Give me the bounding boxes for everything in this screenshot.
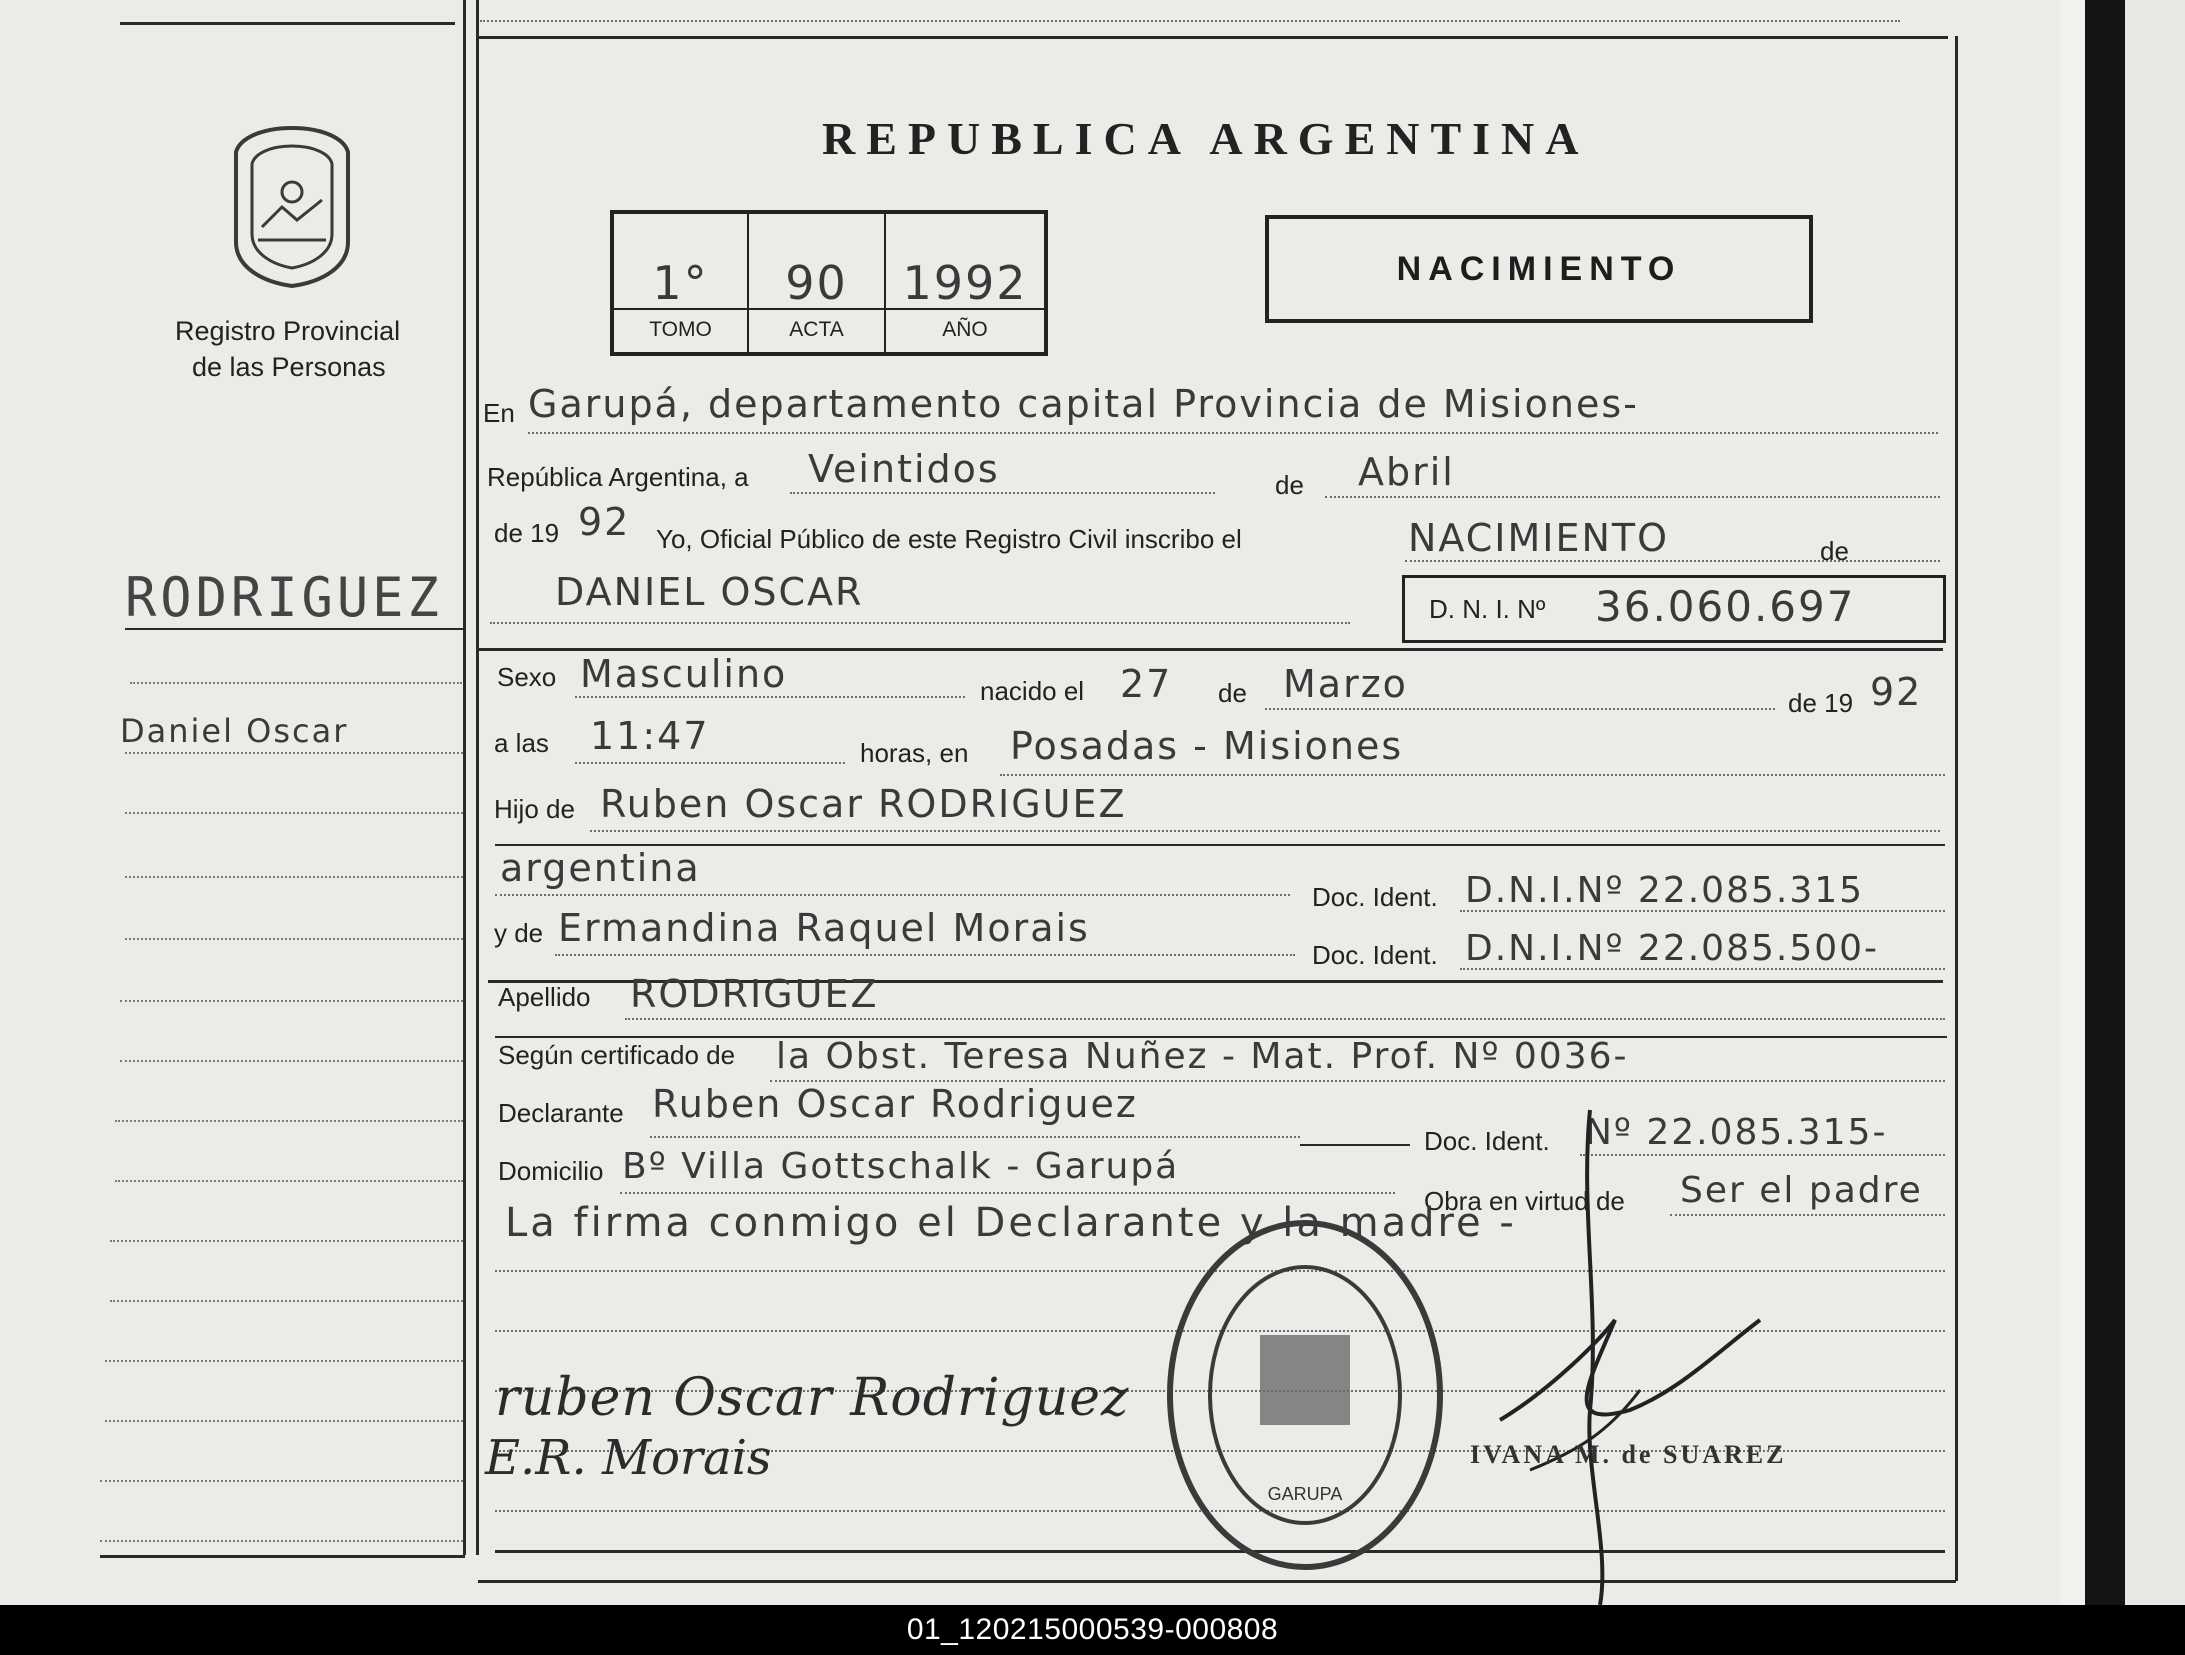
certificado-value: la Obst. Teresa Nuñez - Mat. Prof. Nº 0036-: [776, 1036, 1629, 1077]
dotted-rule: [620, 1192, 1395, 1194]
dni-label: D. N. I. Nº: [1429, 594, 1546, 624]
sidebar-rule: [125, 812, 463, 814]
inscribo-label: Yo, Oficial Público de este Registro Civil inscribo el: [656, 524, 1242, 554]
apellido-value: RODRIGUEZ: [630, 972, 879, 1016]
sexo-value: Masculino: [580, 652, 788, 696]
sidebar-rule: [130, 682, 462, 684]
lugar-inscripcion-value: Garupá, departamento capital Provincia de Misiones-: [528, 382, 1639, 426]
madre-value: Ermandina Raquel Morais: [558, 906, 1090, 950]
sidebar-rule: [115, 1180, 463, 1182]
padre-doc-label: Doc. Ident.: [1312, 882, 1438, 912]
sidebar-rule: [120, 1000, 463, 1002]
republica-label: República Argentina, a: [487, 462, 749, 492]
en-label: En: [483, 398, 515, 428]
sidebar-rule: [105, 1360, 463, 1362]
dotted-rule: [590, 830, 1940, 832]
declarante-doc-label: Doc. Ident.: [1424, 1126, 1550, 1156]
sidebar-rule: [125, 752, 463, 754]
official-signature-icon: [1440, 1090, 1770, 1610]
dotted-rule: [650, 1136, 1300, 1138]
page-edge: [2060, 0, 2085, 1605]
dotted-rule: [555, 954, 1295, 956]
nacido-dia: 27: [1120, 662, 1173, 706]
rule: [1300, 1144, 1410, 1146]
sidebar-bottom-rule: [100, 1555, 465, 1558]
nombre-value: DANIEL OSCAR: [555, 570, 864, 614]
tomo-value: 1°: [652, 256, 709, 310]
hora-value: 11:47: [590, 714, 710, 758]
dotted-rule: [575, 696, 965, 698]
nacido-mes: Marzo: [1283, 662, 1408, 706]
sidebar-given-names: Daniel Oscar: [120, 712, 349, 750]
document-title: REPUBLICA ARGENTINA: [822, 113, 1590, 164]
de-label: de: [1275, 470, 1304, 500]
declarante-doc-value: Nº 22.085.315-: [1585, 1112, 1888, 1153]
acta-label: ACTA: [789, 318, 844, 341]
book-spine: [2085, 0, 2125, 1605]
declarante-value: Ruben Oscar Rodriguez: [652, 1082, 1138, 1126]
official-name: IVANA M. de SUAREZ: [1470, 1440, 1787, 1469]
next-page-edge: [2125, 0, 2185, 1605]
madre-doc-label: Doc. Ident.: [1312, 940, 1438, 970]
registry-name-line1: Registro Provincial: [175, 316, 401, 346]
registry-name-line2: de las Personas: [192, 352, 386, 382]
sidebar-rule: [115, 1120, 463, 1122]
tomo-label: TOMO: [649, 318, 712, 341]
ano-value: 1992: [902, 256, 1028, 310]
dia-value: Veintidos: [808, 447, 1000, 491]
yde-label: y de: [494, 918, 544, 948]
misiones-seal-icon: [222, 122, 362, 292]
column-divider-right: [476, 0, 479, 1555]
sidebar-rule: [120, 1060, 463, 1062]
obra-value: Ser el padre: [1680, 1170, 1923, 1211]
de19-label: de 19: [494, 518, 560, 548]
dotted-rule: [490, 622, 1350, 624]
padre-value: Ruben Oscar RODRIGUEZ: [600, 782, 1127, 826]
dotted-rule: [1460, 968, 1945, 970]
nacido-year: 92: [1870, 670, 1923, 714]
frame-right-border: [1955, 36, 1958, 1581]
image-id-bar: 01_120215000539-000808: [0, 1605, 2185, 1655]
dotted-rule: [1000, 774, 1945, 776]
sidebar-rule: [110, 1240, 463, 1242]
acta-value: 90: [785, 256, 848, 310]
certificado-label: Según certificado de: [498, 1040, 736, 1070]
dotted-rule: [790, 492, 1215, 494]
de-label-2: de: [1820, 536, 1849, 566]
sidebar-rule: [100, 1480, 463, 1482]
top-dotted-rule: [480, 20, 1900, 22]
dotted-rule: [1325, 496, 1940, 498]
padre-doc-value: D.N.I.Nº 22.085.315: [1465, 870, 1865, 911]
hijo-label: Hijo de: [494, 794, 575, 824]
registry-reference-box: [610, 210, 1048, 356]
sidebar-rule: [110, 1300, 463, 1302]
section-rule: [478, 648, 1943, 651]
madre-doc-value: D.N.I.Nº 22.085.500-: [1465, 928, 1880, 969]
column-divider-left: [463, 0, 466, 1555]
sidebar-surname: RODRIGUEZ: [125, 566, 443, 630]
sidebar-rule: [125, 628, 465, 630]
apellido-label: Apellido: [498, 982, 591, 1012]
dotted-rule: [625, 1018, 1945, 1020]
year-value: 92: [578, 500, 631, 544]
lugar-nacimiento-value: Posadas - Misiones: [1010, 724, 1404, 768]
dotted-rule: [1265, 708, 1775, 710]
registry-stamp-icon: [1160, 1210, 1450, 1580]
padre-nacionalidad-value: argentina: [500, 846, 701, 890]
dotted-rule: [528, 432, 1938, 434]
alas-label: a las: [494, 728, 549, 758]
mes-value: Abril: [1358, 450, 1455, 494]
sexo-label: Sexo: [497, 662, 557, 692]
signature-madre: E.R. Morais: [485, 1430, 772, 1486]
nacido-label: nacido el: [980, 676, 1085, 706]
domicilio-label: Domicilio: [498, 1156, 604, 1186]
dotted-rule: [1405, 560, 1940, 562]
inscribo-value: NACIMIENTO: [1408, 516, 1670, 560]
sidebar-rule: [125, 938, 463, 940]
dotted-rule: [495, 894, 1290, 896]
top-rule-main: [478, 36, 1948, 39]
domicilio-value: Bº Villa Gottschalk - Garupá: [622, 1146, 1180, 1187]
dni-value: 36.060.697: [1595, 582, 1856, 631]
observacion-value: La firma conmigo el Declarante y la madre -: [505, 1200, 1517, 1246]
dotted-rule: [1460, 910, 1945, 912]
sidebar-rule: [125, 876, 463, 878]
signature-declarante: ruben Oscar Rodriguez: [495, 1368, 1130, 1428]
dotted-rule: [575, 762, 845, 764]
top-rule-left: [120, 22, 455, 25]
nacido-de19-label: de 19: [1788, 688, 1854, 718]
horas-en-label: horas, en: [860, 738, 969, 768]
obra-label: Obra en virtud de: [1424, 1186, 1625, 1216]
rule: [495, 844, 1945, 846]
dni-box: [1402, 575, 1946, 643]
declarante-label: Declarante: [498, 1098, 624, 1128]
record-type-box: NACIMIENTO: [1265, 215, 1813, 323]
sidebar-rule: [100, 1540, 463, 1542]
sidebar-rule: [105, 1420, 463, 1422]
stamp-center-text: GARUPA: [1267, 1484, 1343, 1504]
ano-label: AÑO: [942, 318, 988, 341]
nacido-de-label: de: [1218, 678, 1247, 708]
